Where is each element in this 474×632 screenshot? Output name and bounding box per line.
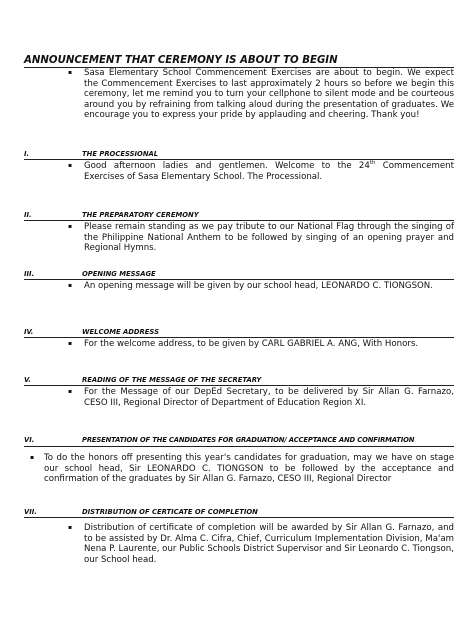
bullet-icon: ▪ xyxy=(68,388,73,395)
section-paragraph-3: An opening message will be given by our school head, LEONARDO C. TIONGSON. xyxy=(84,281,433,291)
bullet-icon: ▪ xyxy=(68,69,73,76)
section-underline xyxy=(24,385,454,386)
paragraph-text: Commencement Exercises of Sasa Elementary School. The Processional. xyxy=(84,161,454,182)
section-paragraph-1 xyxy=(84,161,454,182)
bullet-icon: ▪ xyxy=(68,282,73,289)
bullet-icon: ▪ xyxy=(68,162,73,169)
section-paragraph-2: Please remain standing as we pay tribute to our National Flag through the singing of the Philippine National Anthem to be followed by singing of an opening prayer and Regional Hymns. xyxy=(84,222,454,254)
paragraph-text: Good afternoon ladies and gentlemen. Welcome to the 24 xyxy=(84,161,370,171)
section-paragraph-6: To do the honors off presenting this year's candidates for graduation, may we have on stage our school head, Sir LEONARDO C. TIONGSON to be followed by the acceptance and confirmation of the graduates by Sir Allan G. Farnazo, CESO III, Regional Director xyxy=(44,453,454,485)
section-title: THE PROCESSIONAL xyxy=(82,150,159,158)
document-title: ANNOUNCEMENT THAT CEREMONY IS ABOUT TO BEGIN xyxy=(24,55,338,66)
bullet-icon: ▪ xyxy=(68,524,73,531)
section-underline xyxy=(24,220,454,221)
section-underline xyxy=(24,159,454,160)
section-number: IV. xyxy=(24,328,34,336)
section-title: WELCOME ADDRESS xyxy=(82,328,159,336)
intro-paragraph: Sasa Elementary School Commencement Exercises are about to begin. We expect the Commencement Exercises to last approximately 2 hours so before we begin this ceremony, let me remind you to turn your cellphone to silent mode and be courteous around you by refraining from talking aloud during the presentation of graduates. We encourage you to express your pride by applauding and cheering. Thank you! xyxy=(84,68,454,121)
section-number: I. xyxy=(24,150,30,158)
section-paragraph-4: For the welcome address, to be given by CARL GABRIEL A. ANG, With Honors. xyxy=(84,339,419,349)
section-underline xyxy=(24,279,454,280)
section-title: READING OF THE MESSAGE OF THE SECRETARY xyxy=(82,376,262,384)
section-number: VII. xyxy=(24,508,37,516)
section-number: VI. xyxy=(24,436,35,444)
bullet-icon: ▪ xyxy=(68,340,73,347)
section-underline xyxy=(24,517,454,518)
section-paragraph-7: Distribution of certificate of completion will be awarded by Sir Allan G. Farnazo, and to be assisted by Dr. Alma C. Cifra, Chief, Curriculum Implementation Division, Ma'am Nena P. Laurente, our Public Schools District Supervisor and Sir Leonardo C. Tiongson, our School head. xyxy=(84,523,454,565)
bullet-icon: ▪ xyxy=(30,454,35,461)
section-underline xyxy=(24,337,454,338)
section-paragraph-5: For the Message of our DepEd Secretary, to be delivered by Sir Allan G. Farnazo, CESO III, Regional Director of Department of Education Region XI. xyxy=(84,387,454,408)
ordinal-superscript: th xyxy=(369,160,376,167)
section-title: PRESENTATION OF THE CANDIDATES FOR GRADUATION/ ACCEPTANCE AND CONFIRMATION xyxy=(82,436,415,444)
section-title: OPENING MESSAGE xyxy=(82,270,156,278)
bullet-icon: ▪ xyxy=(68,223,73,230)
section-title: THE PREPARATORY CEREMONY xyxy=(82,211,199,219)
section-number: V. xyxy=(24,376,31,384)
section-number: II. xyxy=(24,211,32,219)
section-number: III. xyxy=(24,270,35,278)
section-title: DISTRIBUTION OF CERTICATE OF COMPLETION xyxy=(82,508,258,516)
section-underline xyxy=(24,446,454,447)
